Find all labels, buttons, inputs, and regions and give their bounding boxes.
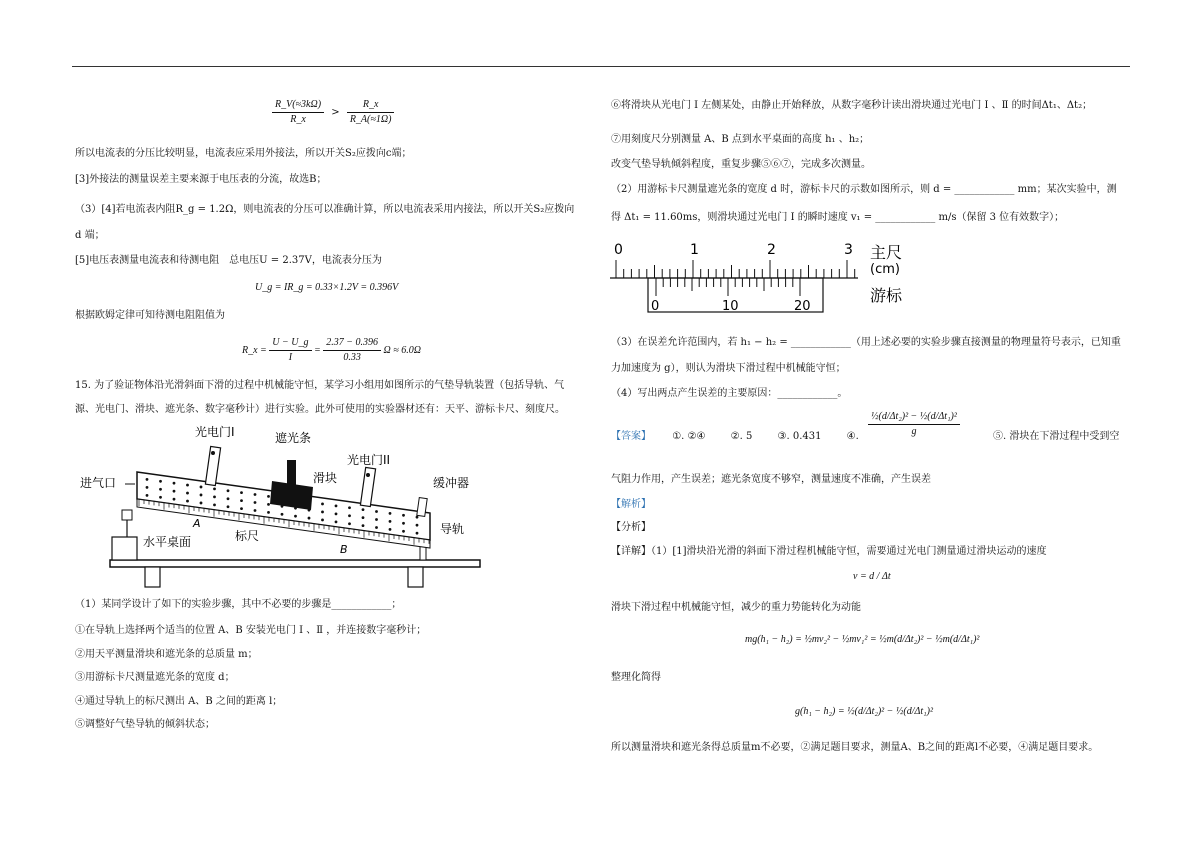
air-hole: [267, 511, 270, 514]
answer-3: ③. 0.431: [777, 431, 822, 442]
vernier-scale-label: 游标: [870, 286, 903, 305]
step-1: ①在导轨上选择两个适当的位置 A、B 安装光电门 Ⅰ 、Ⅱ ，并连接数字毫秒计；: [75, 625, 427, 636]
answer-1: ①. ②④: [672, 431, 706, 442]
label-rail: 导轨: [440, 522, 465, 536]
text-line: 所以电流表的分压比较明显，电流表应采用外接法，所以开关S₂应拨向c端；: [75, 148, 412, 159]
answer-tag: 【答案】: [611, 431, 651, 442]
text-line: 根据欧姆定律可知待测电阻阻值为: [75, 310, 225, 321]
detail-line: 【详解】（1）[1]滑块沿光滑的斜面下滑过程机械能守恒，需要通过光电门测量通过滑块运动的速度: [611, 546, 1047, 557]
conclusion-line: 所以测量滑块和遮光条得总质量m不必要，②满足题目要求，测量A、B之间的距离l不必要，④满足题目要求。: [611, 742, 1099, 753]
equation-resistance-compare: $\frac{R\_V(\approx 3k\Omega)}{R\_x}$ > $\frac{R\_x}{R\_A(\approx 1\Omega)}$: [272, 98, 394, 127]
unit-label: (cm): [870, 262, 900, 277]
air-hole: [240, 507, 243, 510]
vernier-caliper-figure: [608, 238, 918, 313]
air-hole: [186, 492, 189, 495]
air-hole: [362, 516, 365, 519]
question-2-line2: 得 Δt₁ = 11.60ms，则滑块通过光电门 Ⅰ 的瞬时速度 v₁ = ____________ m/s（保留 3 位有效数字）；: [611, 212, 1065, 223]
label-gate2: 光电门II: [347, 453, 391, 467]
air-hole: [227, 497, 230, 500]
air-hole: [389, 520, 392, 523]
label-a: A: [193, 517, 201, 530]
text-line: （3）[4]若电流表内阻R_g = 1.2Ω，则电流表的分压可以准确计算，所以电流表采用内接法，所以开关S₂应拨向: [75, 204, 575, 215]
air-hole: [335, 512, 338, 515]
air-hole: [308, 517, 311, 520]
air-hole: [375, 518, 378, 521]
answer-4-formula: ½(d/Δt₂)² − ½(d/Δt₁)² g: [868, 410, 960, 439]
air-hole: [267, 503, 270, 506]
question-1: （1）某同学设计了如下的实验步骤，其中不必要的步骤是____________；: [75, 599, 402, 610]
label-rule: 标尺: [235, 529, 260, 543]
air-hole: [213, 495, 216, 498]
air-hole: [213, 487, 216, 490]
air-hole: [402, 530, 405, 533]
table-leg-left: [145, 567, 160, 587]
air-hole: [146, 478, 149, 481]
question-3-line2: 力加速度为 g），则认为滑块下滑过程中机械能守恒；: [611, 363, 846, 374]
equation-mg: mg(h₁ − h₂) = ½mv₂² − ½mv₁² = ½m(d/Δt₂)² − ½m(d/Δt₁)²: [745, 634, 980, 645]
question-15-line1: 15. 为了验证物体沿光滑斜面下滑的过程中机械能守恒，某学习小组用如图所示的气垫导轨装置（包括导轨、气: [75, 380, 565, 391]
answer-2: ②. 5: [730, 431, 753, 442]
air-hole: [186, 500, 189, 503]
main-tick-label: 0: [614, 242, 623, 258]
air-hole: [281, 513, 284, 516]
air-hole: [200, 502, 203, 505]
equation-v: v = d / Δt: [853, 571, 891, 582]
air-hole: [348, 522, 351, 525]
energy-line: 滑块下滑过程中机械能守恒，减少的重力势能转化为动能: [611, 602, 861, 613]
answer-continued: 气阻力作用，产生误差；遮光条宽度不够窄，测量速度不准确，产生误差: [611, 474, 931, 485]
air-hole: [240, 499, 243, 502]
question-4: （4）写出两点产生误差的主要原因：____________。: [611, 388, 848, 399]
main-scale-label: 主尺: [870, 243, 903, 262]
vernier-tick-label: 0: [651, 299, 660, 313]
text-line: [5]电压表测量电流表和待测电阻 总电压U = 2.37V，电流表分压为: [75, 255, 382, 266]
air-hole: [335, 504, 338, 507]
air-hole: [254, 501, 257, 504]
label-inlet: 进气口: [80, 476, 117, 490]
table-leg-right: [408, 567, 423, 587]
analysis-tag: 【解析】: [611, 499, 651, 510]
question-3-line1: （3）在误差允许范围内，若 h₁ − h₂ = ____________（用上述必要的实验步骤直接测量的物理量符号表示，已知重: [611, 337, 1121, 348]
main-tick-label: 3: [844, 242, 853, 258]
air-hole: [227, 489, 230, 492]
simplify-line: 整理化简得: [611, 672, 661, 683]
air-hole: [146, 486, 149, 489]
air-hole: [362, 524, 365, 527]
air-hole: [146, 494, 149, 497]
air-hole: [267, 495, 270, 498]
label-gate1: 光电门I: [195, 425, 235, 439]
air-hole: [254, 493, 257, 496]
air-hole: [362, 508, 365, 511]
step-3: ③用游标卡尺测量遮光条的宽度 d；: [75, 672, 235, 683]
label-b: B: [340, 543, 348, 556]
air-hole: [402, 522, 405, 525]
vernier-tick-label: 20: [794, 299, 811, 313]
air-hole: [200, 486, 203, 489]
air-hole: [213, 503, 216, 506]
air-hole: [159, 480, 162, 483]
question-2-line1: （2）用游标卡尺测量遮光条的宽度 d 时，游标卡尺的示数如图所示，则 d = ____________ mm；某次实验中，测: [611, 184, 1117, 195]
air-hole: [416, 516, 419, 519]
equation-rx: R_x = $\frac{U - U\_g}{I}$ = $\frac{2.37 - 0.396}{0.33}$ Ω ≈ 6.0Ω: [242, 337, 421, 363]
main-tick-label: 2: [767, 242, 776, 258]
air-hole: [348, 514, 351, 517]
air-hole: [416, 532, 419, 535]
air-hole: [200, 494, 203, 497]
air-hole: [321, 511, 324, 514]
support-block: [112, 537, 137, 560]
equation-g: g(h₁ − h₂) = ½(d/Δt₂)² − ½(d/Δt₁)²: [795, 706, 933, 717]
answer-4: ④.: [846, 431, 859, 442]
label-slider: 滑块: [313, 471, 338, 485]
step-4: ④通过导轨上的标尺测出 A、B 之间的距离 l；: [75, 696, 283, 707]
text-line: d 端；: [75, 230, 105, 241]
air-hole: [159, 496, 162, 499]
question-15-line2: 源、光电门、滑块、遮光条、数字毫秒计）进行实验。此外可使用的实验器材还有：天平、游标卡尺、刻度尺。: [75, 404, 565, 415]
air-hole: [375, 526, 378, 529]
label-buffer: 缓冲器: [433, 476, 470, 490]
air-hole: [416, 524, 419, 527]
analysis-heading: 【分析】: [611, 522, 651, 533]
step-2: ②用天平测量滑块和遮光条的总质量 m；: [75, 649, 258, 660]
answer-row: [611, 430, 859, 444]
text-line: [3]外接法的测量误差主要来源于电压表的分流，故选B；: [75, 174, 327, 185]
air-hole: [186, 484, 189, 487]
answer-5: ⑤. 滑块在下滑过程中受到空: [993, 431, 1120, 442]
air-hole: [389, 528, 392, 531]
air-hole: [402, 514, 405, 517]
text-line: 改变气垫导轨倾斜程度，重复步骤⑤⑥⑦，完成多次测量。: [611, 159, 871, 170]
label-shade: 遮光条: [275, 431, 312, 445]
air-hole: [389, 512, 392, 515]
air-hole: [173, 482, 176, 485]
label-table: 水平桌面: [143, 535, 192, 549]
air-hole: [348, 506, 351, 509]
air-hole: [240, 491, 243, 494]
air-hole: [375, 510, 378, 513]
air-hole: [173, 498, 176, 501]
main-tick-label: 1: [690, 242, 699, 258]
step-6: ⑥将滑块从光电门 Ⅰ 左侧某处，由静止开始释放，从数字毫秒计读出滑块通过光电门 Ⅰ 、Ⅱ 的时间Δt₁、Δt₂；: [611, 100, 1093, 111]
table-top: [110, 560, 480, 567]
air-hole: [321, 503, 324, 506]
air-hole: [254, 509, 257, 512]
air-hole: [294, 515, 297, 518]
air-hole: [335, 520, 338, 523]
air-hole: [227, 505, 230, 508]
air-track-figure: [75, 420, 495, 590]
air-hole: [159, 488, 162, 491]
header-rule: [72, 66, 1130, 67]
air-hole: [321, 519, 324, 522]
step-7: ⑦用刻度尺分别测量 A、B 点到水平桌面的高度 h₁ 、h₂；: [611, 134, 870, 145]
air-hole: [173, 490, 176, 493]
vernier-tick-label: 10: [722, 299, 739, 313]
step-5: ⑤调整好气垫导轨的倾斜状态；: [75, 719, 215, 730]
equation-ug: U_g = IR_g = 0.33×1.2V = 0.396V: [255, 282, 399, 293]
